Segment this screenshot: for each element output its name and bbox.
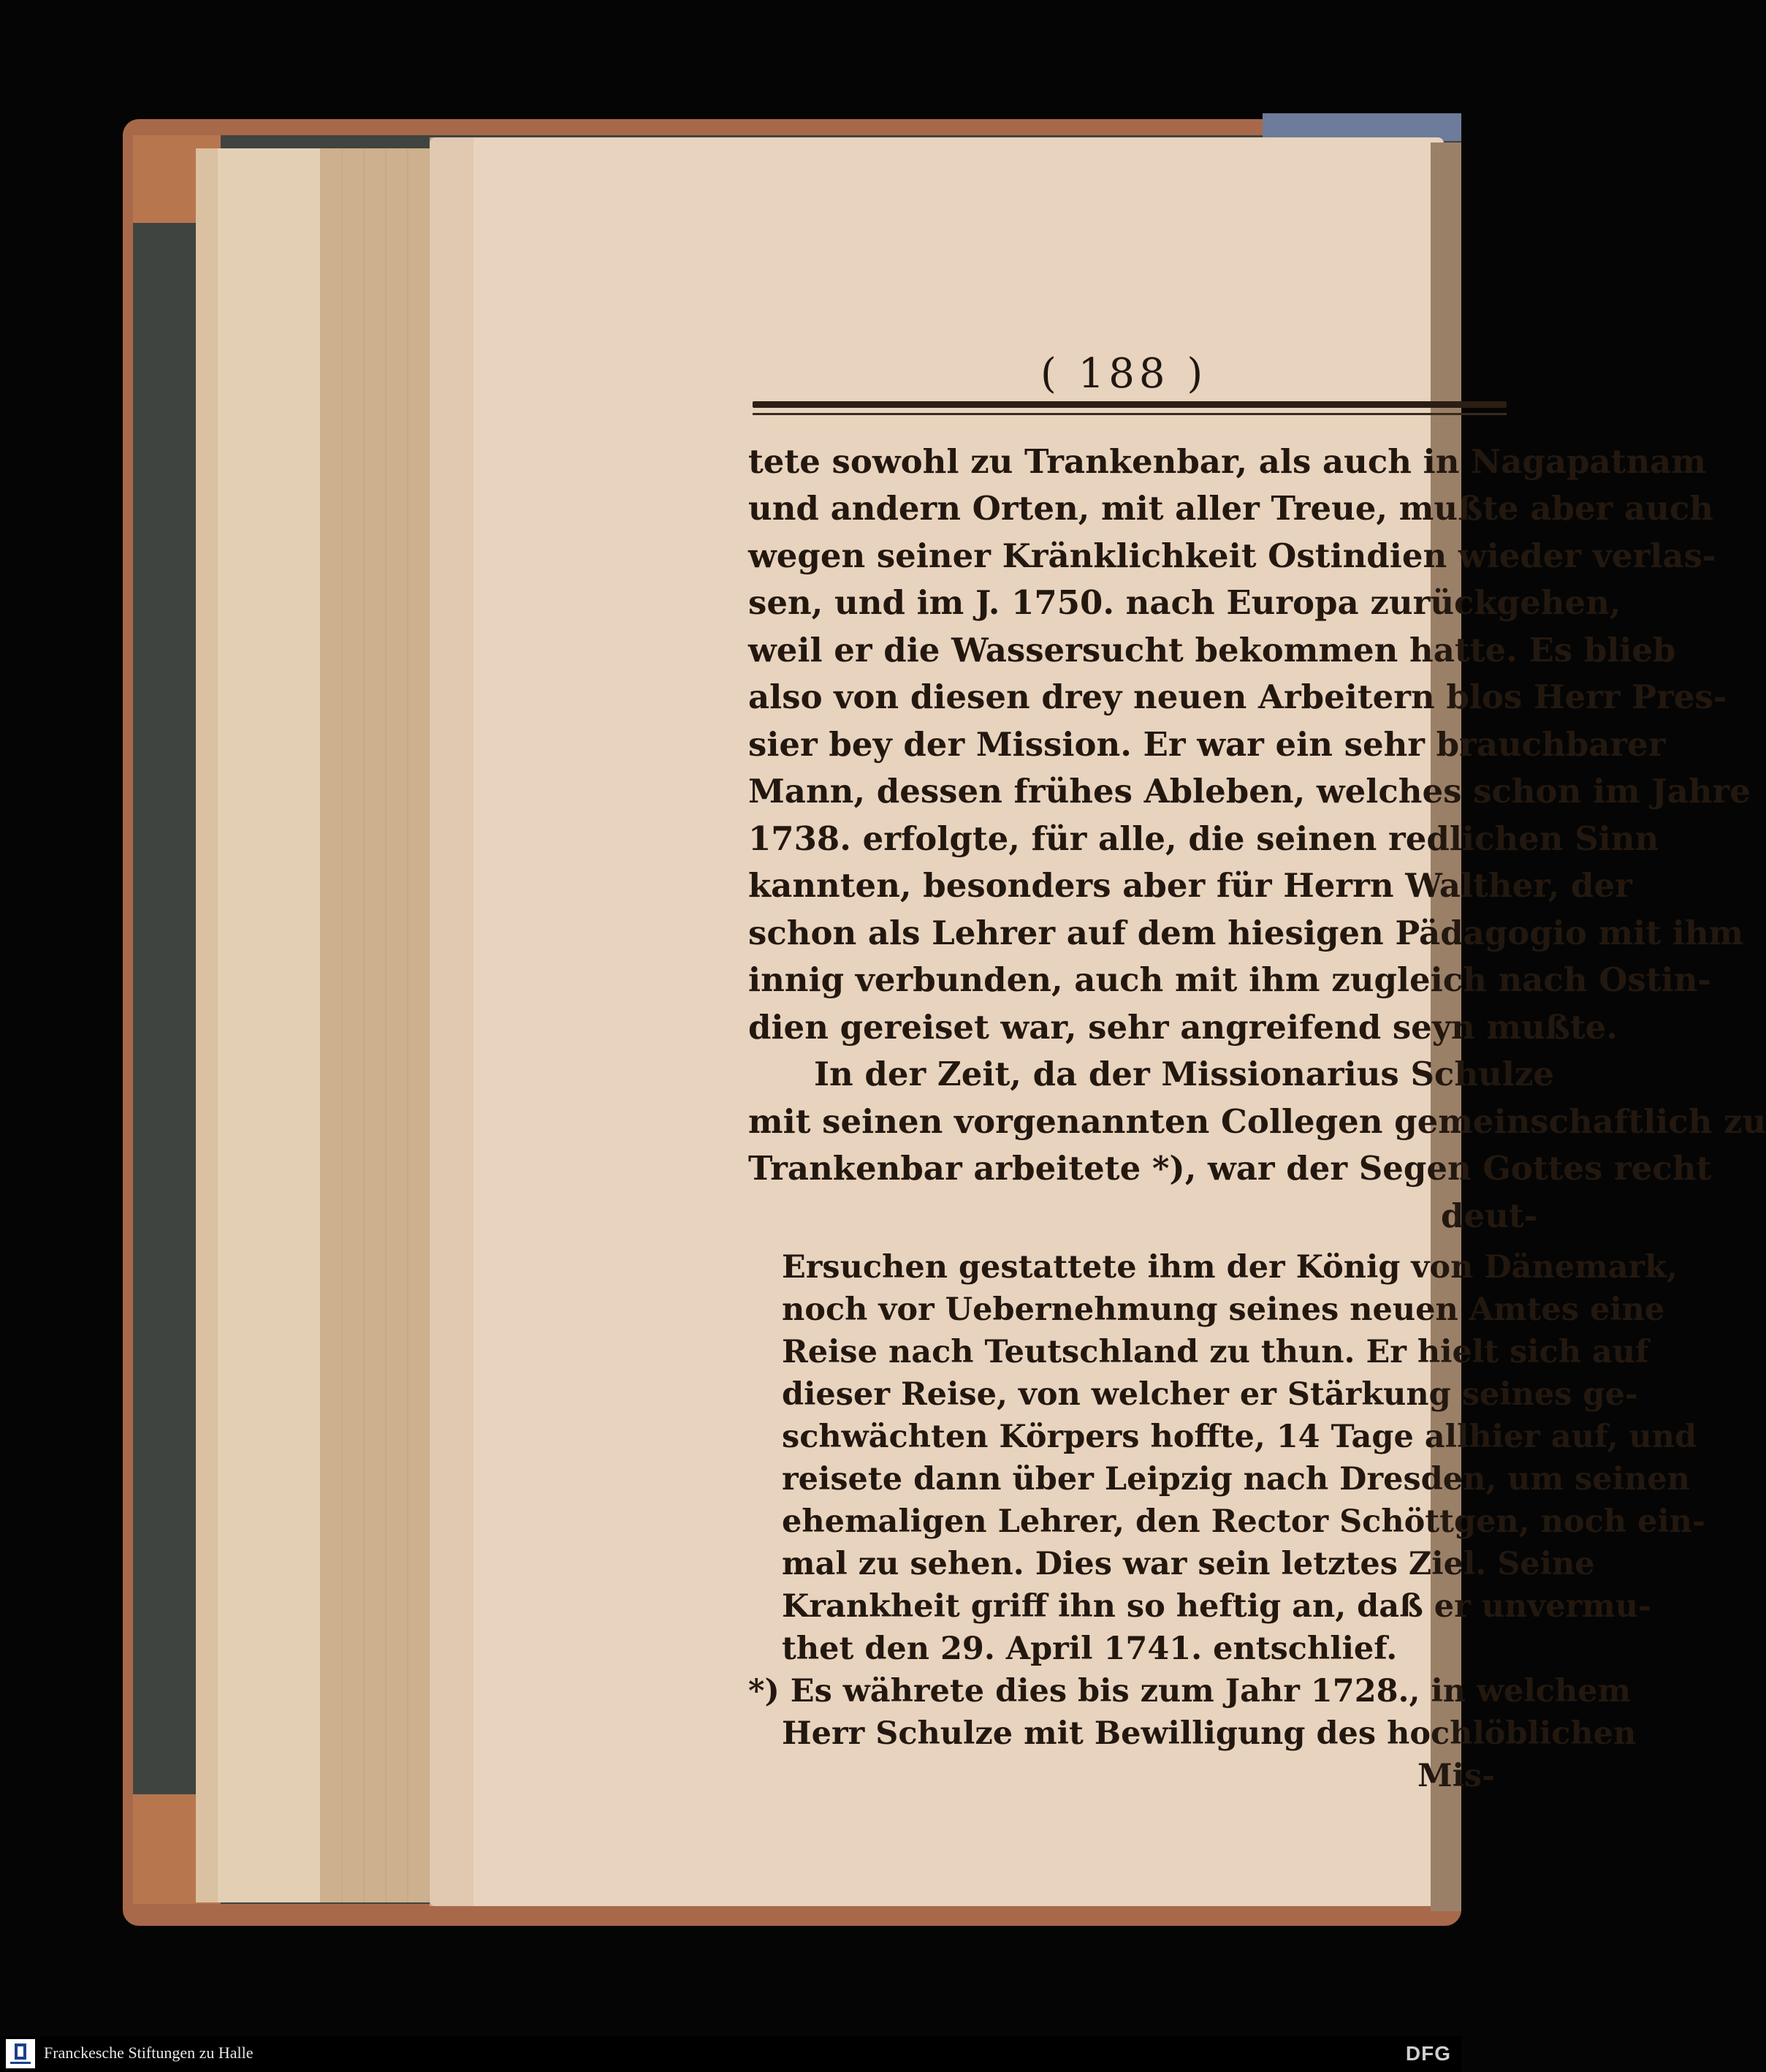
body-line: sier bey der Mission. Er war ein sehr brauchbarer bbox=[748, 725, 1666, 764]
body-line: kannten, besonders aber für Herrn Walther, der bbox=[748, 866, 1632, 905]
body-line: und andern Orten, mit aller Treue, mußte aber auch bbox=[748, 489, 1713, 528]
body-line: sen, und im J. 1750. nach Europa zurückgehen, bbox=[748, 583, 1621, 622]
page-number: ( 188 ) bbox=[1040, 350, 1208, 398]
body-line: also von diesen drey neuen Arbeitern blos Herr Pres- bbox=[748, 678, 1727, 716]
final-catchword: Mis- bbox=[1417, 1758, 1495, 1794]
header-rule bbox=[753, 401, 1507, 408]
book-page bbox=[552, 251, 1766, 2012]
body-line: wegen seiner Kränklichkeit Ostindien wieder verlas- bbox=[748, 536, 1716, 575]
footnote-line: reisete dann über Leipzig nach Dresden, um seinen bbox=[782, 1461, 1690, 1498]
footnote-line: thet den 29. April 1741. entschlief. bbox=[782, 1631, 1398, 1667]
footnote-line: *) Es währete dies bis zum Jahr 1728., in welchem bbox=[748, 1673, 1632, 1709]
body-line: dien gereiset war, sehr angreifend seyn mußte. bbox=[748, 1008, 1618, 1047]
footnote-line: noch vor Uebernehmung seines neuen Amtes eine bbox=[782, 1291, 1665, 1328]
footnote-line: Krankheit griff ihn so heftig an, daß er unvermu- bbox=[782, 1588, 1651, 1625]
footnote-line: mal zu sehen. Dies war sein letztes Ziel. Seine bbox=[782, 1546, 1595, 1582]
body-line: tete sowohl zu Trankenbar, als auch in Nagapatnam bbox=[748, 442, 1706, 481]
institution-logo-icon bbox=[6, 2039, 35, 2068]
footnote-line: ehemaligen Lehrer, den Rector Schöttgen, noch ein- bbox=[782, 1503, 1705, 1540]
footnote-line: schwächten Körpers hoffte, 14 Tage allhier auf, und bbox=[782, 1419, 1697, 1455]
footnote-line: dieser Reise, von welcher er Stärkung seines ge- bbox=[782, 1376, 1638, 1413]
institution-name: Franckesche Stiftungen zu Halle bbox=[44, 2043, 254, 2062]
header-rule-thin bbox=[753, 413, 1507, 415]
body-line: In der Zeit, da der Missionarius Schulze bbox=[814, 1055, 1555, 1093]
body-line: schon als Lehrer auf dem hiesigen Pädagogio mit ihm bbox=[748, 914, 1744, 952]
footnote-line: Reise nach Teutschland zu thun. Er hielt sich auf bbox=[782, 1334, 1649, 1370]
body-line: 1738. erfolgte, für alle, die seinen redlichen Sinn bbox=[748, 819, 1659, 858]
footnote-line: Ersuchen gestattete ihm der König von Dänemark, bbox=[782, 1249, 1678, 1286]
body-line: innig verbunden, auch mit ihm zugleich nach Ostin- bbox=[748, 960, 1712, 999]
catchword: deut- bbox=[1441, 1196, 1538, 1235]
body-line: Mann, dessen frühes Ableben, welches schon im Jahre bbox=[748, 772, 1751, 811]
body-line: mit seinen vorgenannten Collegen gemeinschaftlich zu bbox=[748, 1102, 1766, 1141]
book bbox=[123, 113, 1766, 1926]
body-line: weil er die Wassersucht bekommen hatte. Es blieb bbox=[748, 631, 1676, 669]
body-line: Trankenbar arbeitete *), war der Segen Gottes recht bbox=[748, 1149, 1712, 1188]
headband bbox=[1263, 113, 1461, 141]
footnote-line: Herr Schulze mit Bewilligung des hochlöblichen bbox=[782, 1715, 1637, 1752]
dfg-logo: DFG bbox=[1405, 2042, 1451, 2065]
